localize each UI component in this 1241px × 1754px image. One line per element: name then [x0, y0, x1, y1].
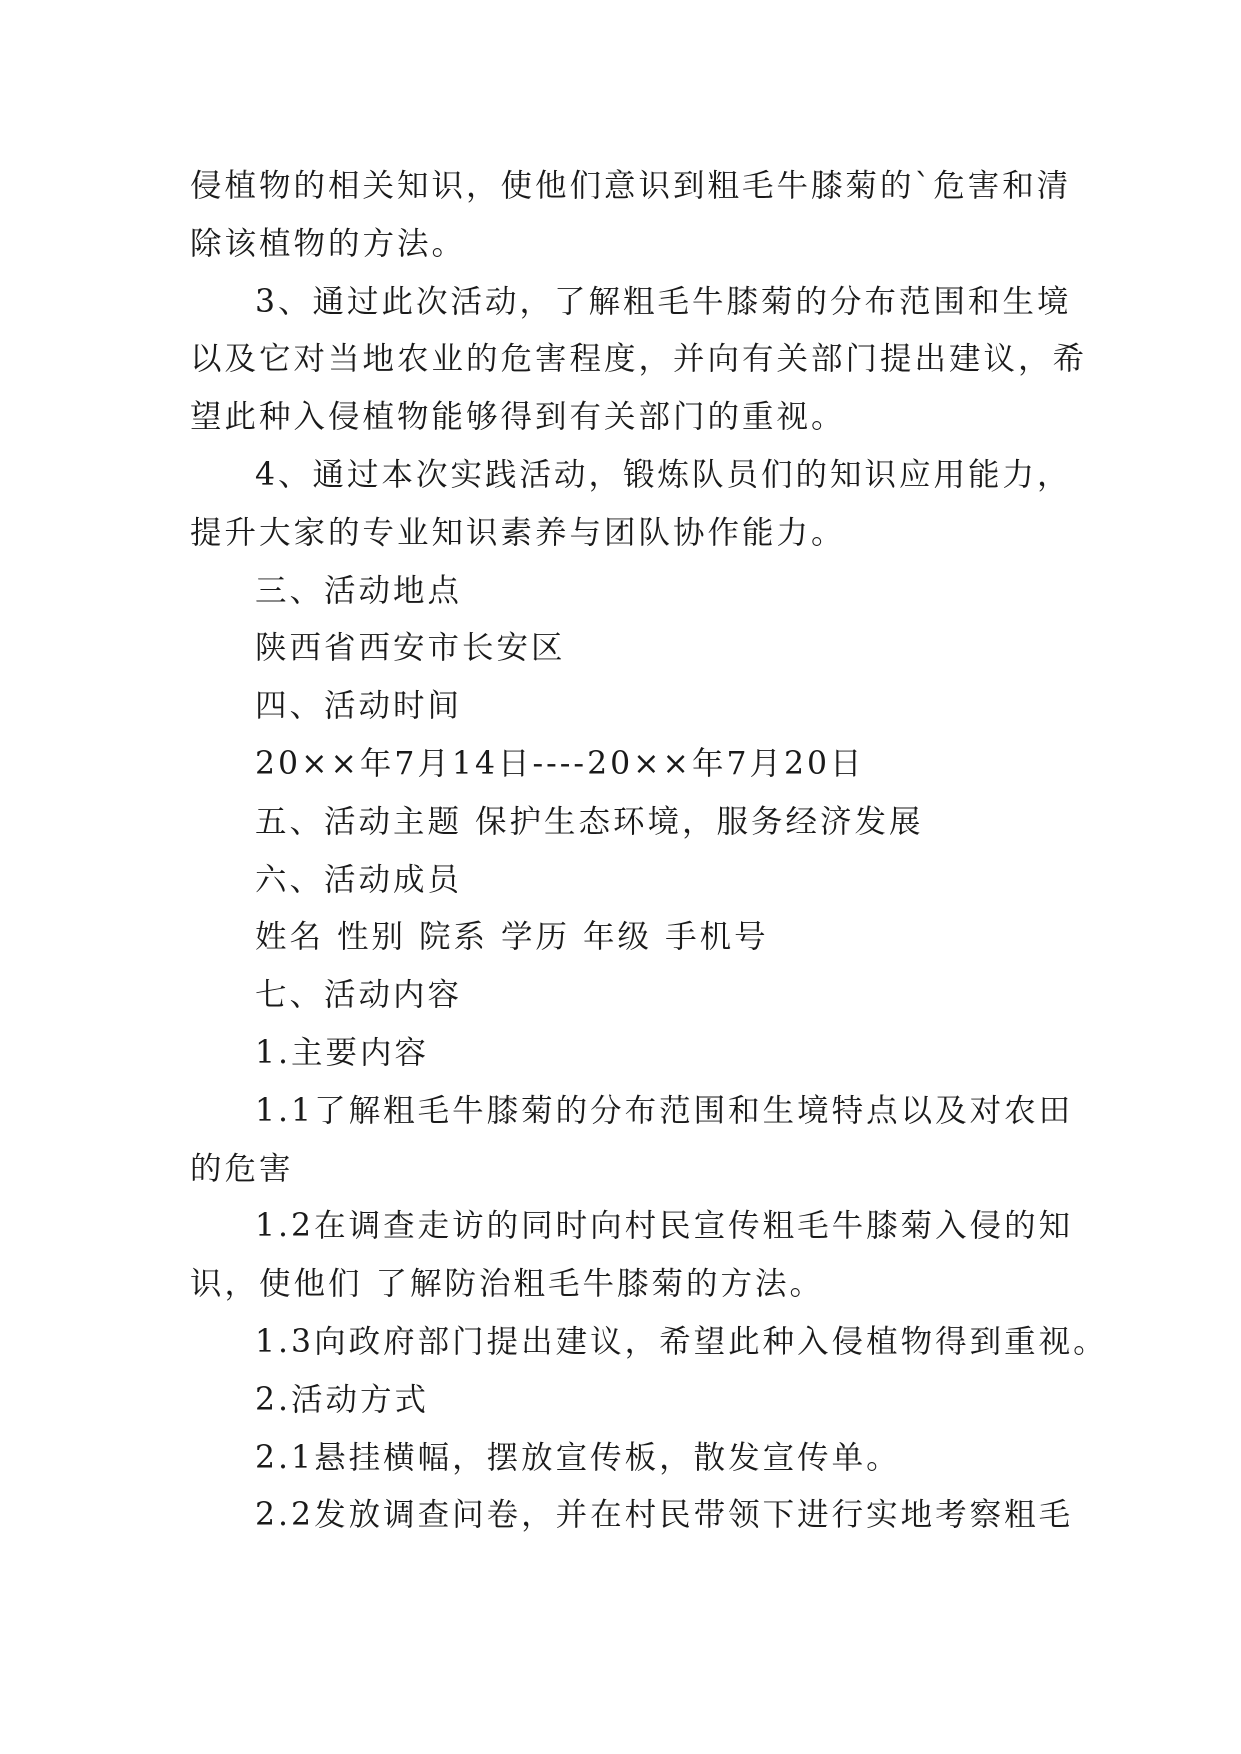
- text-line: 提升大家的专业知识素养与团队协作能力。: [190, 514, 846, 551]
- document-body: [190, 158, 1108, 1545]
- text-line: 2.1悬挂横幅，摆放宣传板，散发宣传单。: [255, 1439, 901, 1476]
- text-line: 陕西省西安市长安区: [255, 630, 566, 667]
- text-line: 除该植物的方法。: [190, 225, 467, 262]
- text-line: 五、活动主题 保护生态环境，服务经济发展: [255, 803, 924, 840]
- text-line: 20××年7月14日----20××年7月20日: [255, 745, 865, 782]
- text-line: 七、活动内容: [255, 977, 463, 1014]
- text-line: 4、通过本次实践活动，锻炼队员们的知识应用能力，: [255, 456, 1072, 493]
- text-line: 2.活动方式: [255, 1381, 430, 1418]
- text-line: 2.2发放调查问卷，并在村民带领下进行实地考察粗毛: [255, 1497, 1074, 1534]
- text-line: 1.主要内容: [255, 1034, 430, 1071]
- text-line: 望此种入侵植物能够得到有关部门的重视。: [190, 399, 846, 436]
- text-line: 侵植物的相关知识，使他们意识到粗毛牛膝菊的`危害和清: [190, 168, 1072, 204]
- text-line: 以及它对当地农业的危害程度，并向有关部门提出建议，希: [190, 341, 1088, 378]
- text-line: 四、活动时间: [255, 688, 463, 725]
- text-line: 1.3向政府部门提出建议，希望此种入侵植物得到重视。: [255, 1323, 1108, 1360]
- text-line: 3、通过此次活动，了解粗毛牛膝菊的分布范围和生境: [255, 283, 1072, 320]
- text-line: 的危害: [190, 1150, 294, 1187]
- text-line: 1.2在调查走访的同时向村民宣传粗毛牛膝菊入侵的知: [255, 1208, 1074, 1245]
- text-line: 识，使他们 了解防治粗毛牛膝菊的方法。: [190, 1266, 825, 1303]
- text-line: 姓名 性别 院系 学历 年级 手机号: [255, 919, 769, 956]
- text-line: 六、活动成员: [255, 861, 463, 898]
- text-line: 1.1了解粗毛牛膝菊的分布范围和生境特点以及对农田: [255, 1092, 1074, 1129]
- text-line: 三、活动地点: [255, 572, 463, 609]
